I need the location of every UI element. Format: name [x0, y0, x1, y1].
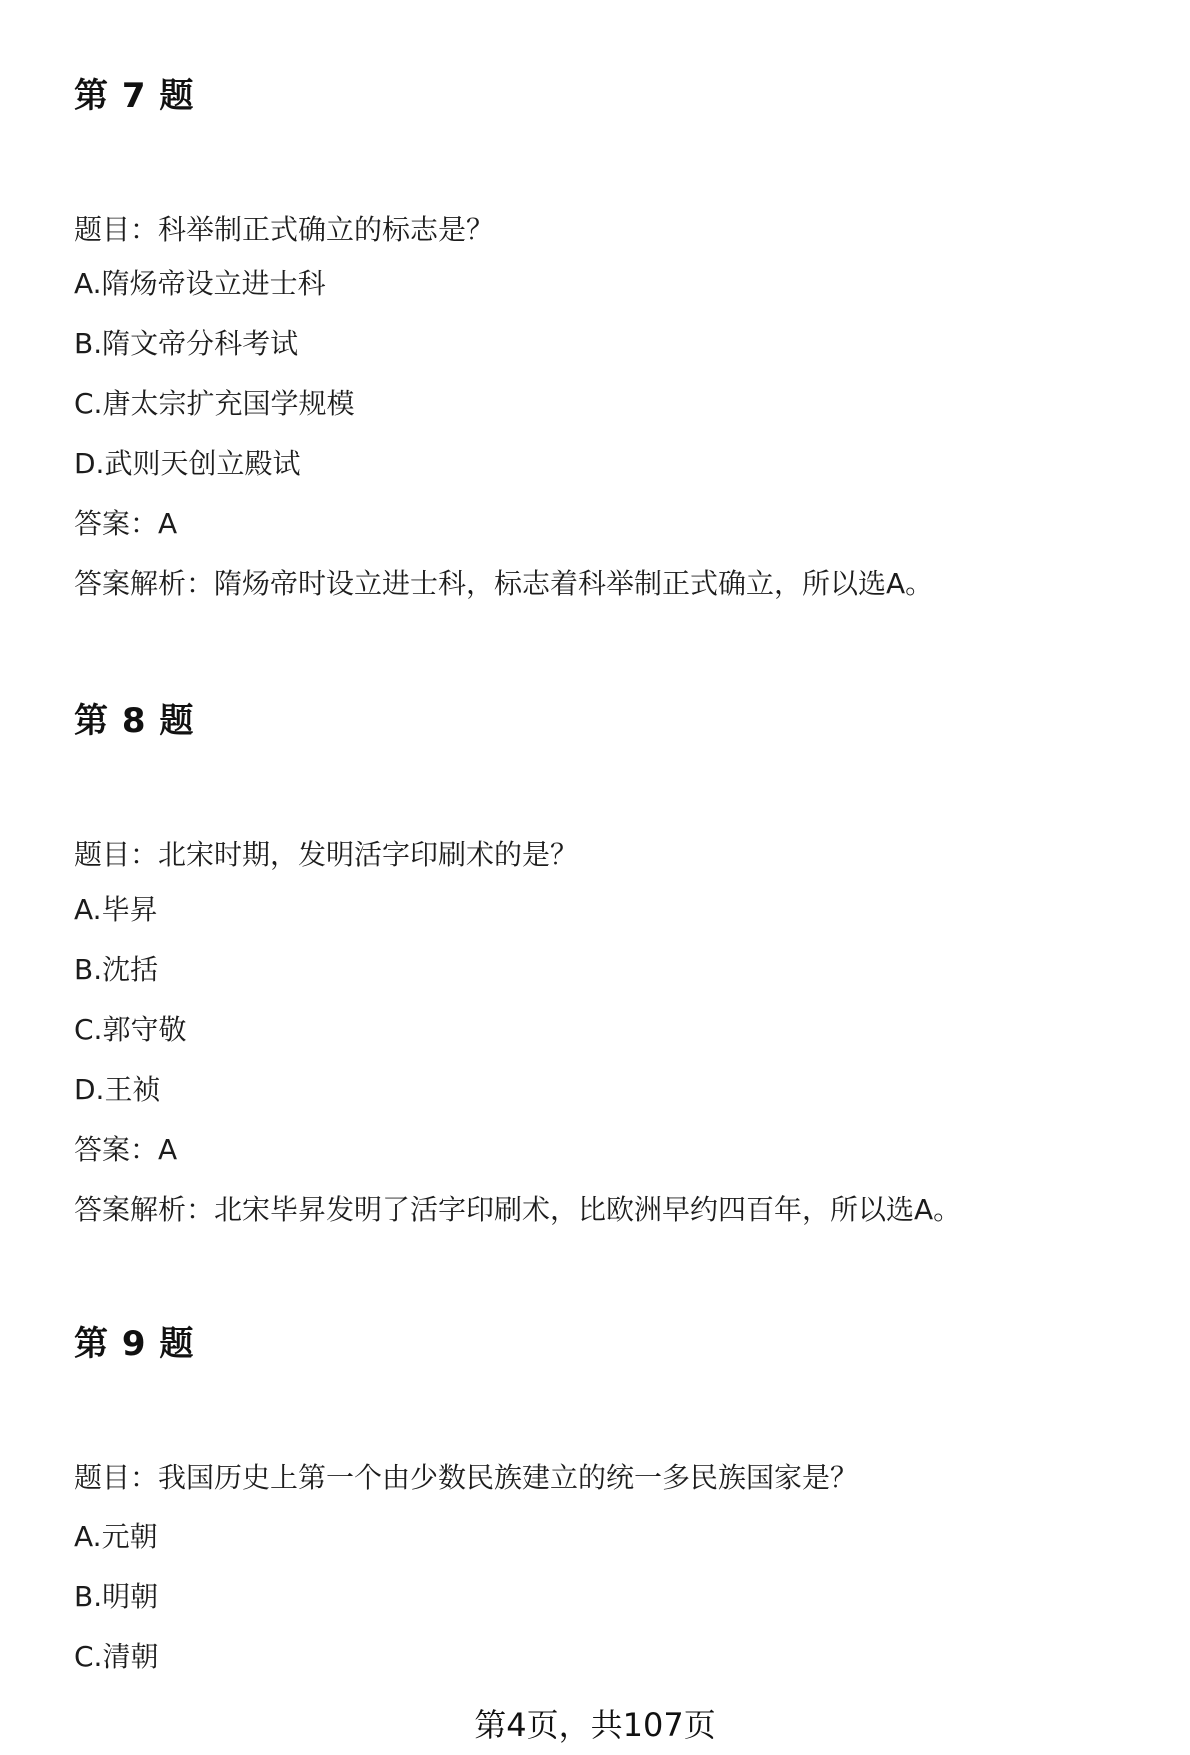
option-c: C.唐太宗扩充国学规模 — [74, 387, 355, 420]
option-b: B.隋文帝分科考试 — [74, 327, 299, 360]
option-c: C.郭守敬 — [74, 1013, 187, 1046]
option-b: B.沈括 — [74, 953, 159, 986]
question-heading: 第 8 题 — [74, 701, 195, 741]
question-heading: 第 7 题 — [74, 76, 195, 116]
option-a: A.毕昇 — [74, 893, 158, 926]
option-d: D.武则天创立殿试 — [74, 447, 301, 480]
option-a: A.隋炀帝设立进士科 — [74, 267, 326, 300]
option-b: B.明朝 — [74, 1580, 159, 1613]
option-d: D.王祯 — [74, 1073, 161, 1106]
option-c: C.清朝 — [74, 1640, 159, 1673]
answer-explanation: 答案解析：北宋毕昇发明了活字印刷术，比欧洲早约四百年，所以选A。 — [74, 1193, 962, 1226]
answer: 答案：A — [74, 507, 178, 540]
question-text: 题目：我国历史上第一个由少数民族建立的统一多民族国家是？ — [74, 1461, 859, 1494]
question-heading: 第 9 题 — [74, 1324, 195, 1364]
question-text: 题目：科举制正式确立的标志是？ — [74, 213, 495, 246]
answer: 答案：A — [74, 1133, 178, 1166]
option-a: A.元朝 — [74, 1520, 158, 1553]
page-number-footer: 第4页，共107页 — [474, 1706, 716, 1744]
question-text: 题目：北宋时期，发明活字印刷术的是？ — [74, 838, 579, 871]
answer-explanation: 答案解析：隋炀帝时设立进士科，标志着科举制正式确立，所以选A。 — [74, 567, 934, 600]
